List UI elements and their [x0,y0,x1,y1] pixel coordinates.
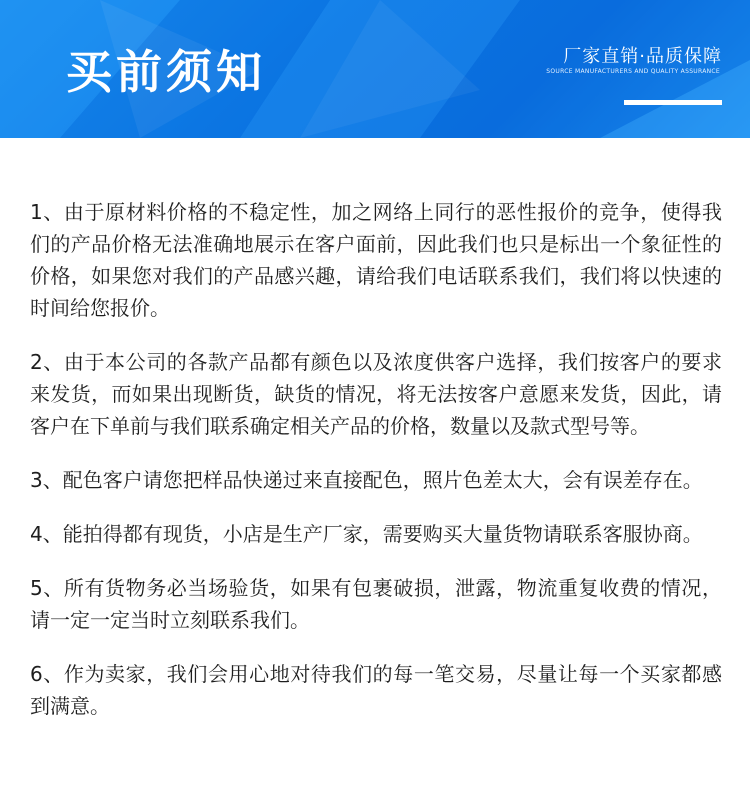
header-banner [0,0,750,138]
slogan-subtitle: SOURCE MANUFACTURERS AND QUALITY ASSURANCE [546,68,720,75]
notice-item: 6、作为卖家，我们会用心地对待我们的每一笔交易，尽量让每一个买家都感到满意。 [30,662,722,718]
slogan: 厂家直销·品质保障 [563,46,722,67]
slogan-underline [624,100,722,105]
notice-item: 4、能拍得都有现货，小店是生产厂家，需要购买大量货物请联系客服协商。 [30,522,703,546]
notice-item: 2、由于本公司的各款产品都有颜色以及浓度供客户选择，我们按客户的要求来发货，而如果出现断货，缺货的情况，将无法按客户意愿来发货，因此，请客户在下单前与我们联系确定相关产品的价格，数量以及款式型号等。 [30,350,722,438]
notice-item: 5、所有货物务必当场验货，如果有包裹破损，泄露，物流重复收费的情况，请一定一定当时立刻联系我们。 [30,576,722,632]
notice-item: 1、由于原材料价格的不稳定性，加之网络上同行的恶性报价的竞争，使得我们的产品价格无法准确地展示在客户面前，因此我们也只是标出一个象征性的价格，如果您对我们的产品感兴趣，请给我们电话联系我们，我们将以快速的时间给您报价。 [30,200,722,320]
notice-item: 3、配色客户请您把样品快递过来直接配色，照片色差太大，会有误差存在。 [30,468,703,492]
notice-list [0,138,750,722]
page-title: 买前须知 [66,45,266,99]
